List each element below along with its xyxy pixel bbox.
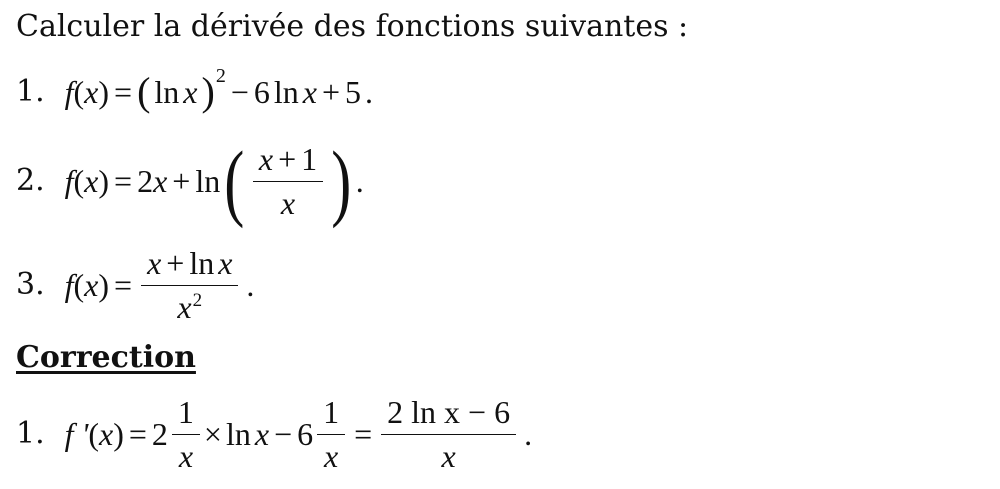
- numerator: [141, 245, 238, 282]
- paren: ): [98, 163, 110, 199]
- plus: +: [166, 245, 185, 281]
- correction-number: 1.: [16, 416, 45, 452]
- math-x: x: [84, 267, 99, 304]
- exponent: 2: [215, 65, 226, 87]
- numerator: 1: [177, 394, 194, 430]
- ln: ln: [154, 74, 180, 110]
- math-x: x: [302, 74, 317, 110]
- big-paren: ): [331, 133, 352, 229]
- question-number: 2.: [16, 163, 45, 198]
- math-x: x: [258, 140, 274, 177]
- paren: (: [73, 163, 85, 199]
- ln: ln: [225, 416, 251, 453]
- math-x: x: [218, 245, 233, 281]
- math-x: x: [147, 245, 162, 281]
- numerator: 2 ln x − 6: [387, 394, 511, 430]
- minus: −: [230, 74, 249, 110]
- equals: =: [354, 416, 373, 453]
- ln: ln: [195, 163, 221, 199]
- correction-heading: Correction: [16, 340, 196, 375]
- paren: (: [73, 267, 85, 304]
- fraction-bar: [172, 434, 200, 435]
- fraction: [253, 141, 323, 222]
- times: ×: [203, 416, 222, 453]
- correction-1: [16, 394, 532, 475]
- math-x: x: [177, 288, 192, 325]
- period: .: [246, 267, 255, 304]
- question-1: [16, 65, 374, 114]
- number: 2: [151, 416, 168, 453]
- plus: +: [172, 163, 191, 199]
- numerator: [253, 141, 323, 178]
- fraction-bar: [317, 434, 345, 435]
- math-x: x: [84, 163, 99, 199]
- number: 6: [297, 416, 314, 453]
- number: 1: [301, 140, 318, 177]
- paren: (: [137, 69, 151, 114]
- paren: (: [73, 74, 85, 110]
- numerator: 1: [323, 394, 340, 430]
- big-paren: (: [224, 133, 245, 229]
- equals: =: [114, 74, 133, 110]
- denominator: [171, 289, 208, 326]
- math-f: f: [64, 163, 74, 199]
- fraction: [172, 394, 200, 475]
- equals: =: [114, 163, 133, 199]
- paren: ): [98, 74, 110, 110]
- fraction-bar: [381, 434, 516, 435]
- fraction: [381, 394, 516, 475]
- minus: −: [274, 416, 293, 453]
- question-2: [16, 133, 364, 229]
- paren: ): [113, 416, 124, 453]
- period: .: [355, 163, 364, 199]
- ln: ln: [189, 245, 215, 281]
- paren: ): [201, 69, 215, 114]
- exponent: 2: [192, 289, 203, 311]
- number: 2: [137, 163, 154, 199]
- denominator: x: [280, 184, 296, 221]
- math-x: x: [183, 74, 198, 110]
- math-x: x: [254, 416, 270, 453]
- question-number: 1.: [16, 74, 45, 109]
- math-f: f: [64, 74, 74, 110]
- plus: +: [321, 74, 341, 110]
- math-x: x: [84, 74, 99, 110]
- denominator: x: [324, 437, 339, 474]
- ln: ln: [273, 74, 299, 110]
- number: 5: [345, 74, 362, 110]
- question-number: 3.: [16, 267, 45, 303]
- intro-text: Calculer la dérivée des fonctions suivantes :: [16, 9, 689, 44]
- period: .: [365, 74, 374, 110]
- fraction-bar: [253, 181, 323, 182]
- denominator: x: [178, 437, 194, 474]
- equals: =: [114, 267, 133, 304]
- fraction-bar: [141, 285, 238, 286]
- question-3: [16, 245, 254, 326]
- number: 6: [253, 74, 270, 110]
- fraction: [141, 245, 238, 326]
- fraction: [317, 394, 345, 475]
- period: .: [524, 416, 533, 453]
- math-x: x: [99, 416, 114, 453]
- plus: +: [278, 140, 297, 177]
- paren: ): [98, 267, 110, 304]
- math-x: x: [153, 163, 168, 199]
- equals: =: [128, 416, 147, 453]
- math-f: f: [64, 267, 74, 304]
- paren: (: [88, 416, 100, 453]
- denominator: x: [441, 437, 456, 474]
- math-fprime: f ': [64, 416, 89, 453]
